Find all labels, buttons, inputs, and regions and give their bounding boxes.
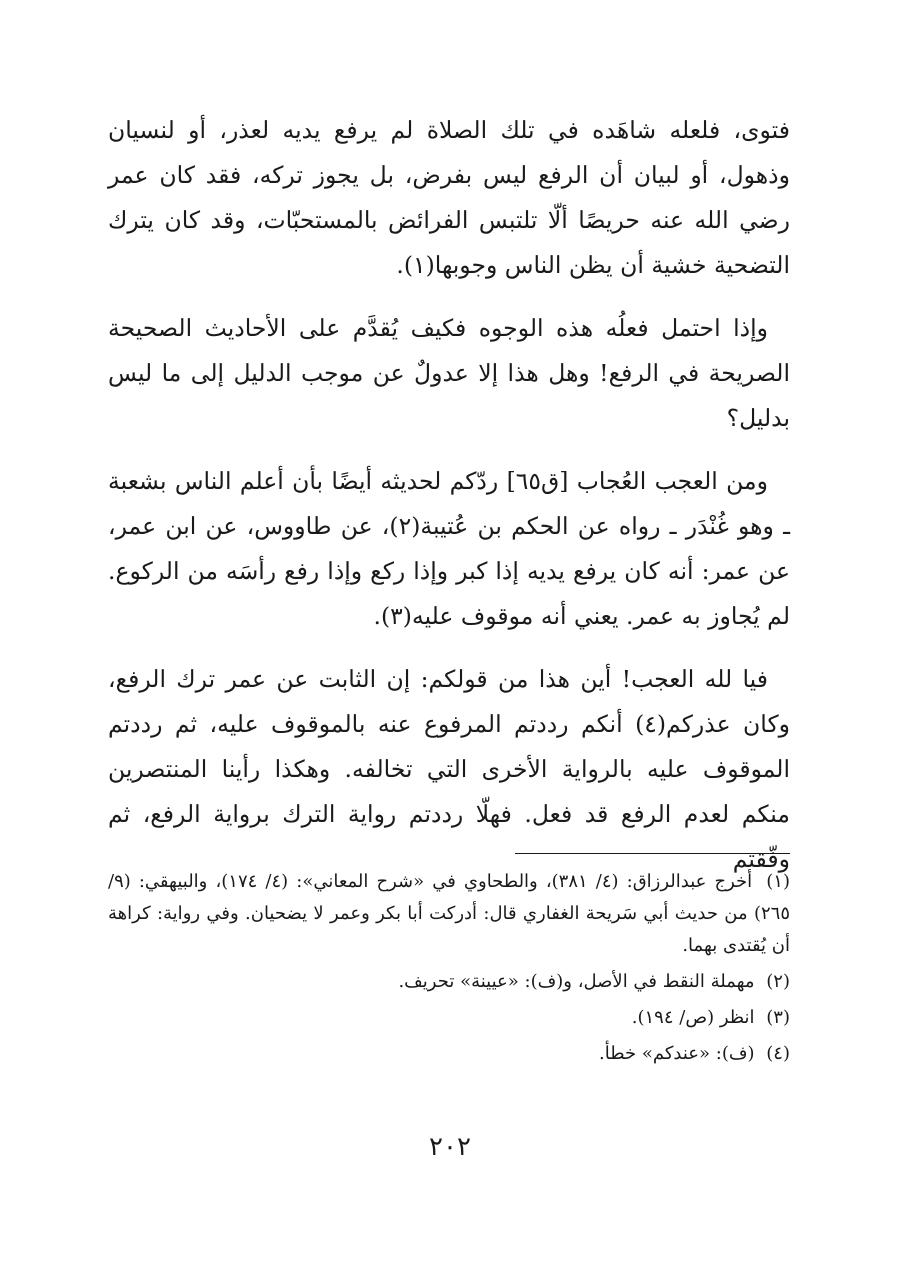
footnote-text: (ف): «عندكم» خطأ. [599, 1043, 755, 1064]
paragraph-3: ومن العجب العُجاب [ق٦٥] ردّكم لحديثه أيضًا بأن أعلم الناس بشعبة ـ وهو غُنْدَر ـ رواه عن الحكم بن عُتيبة(٢)، عن طاووس، عن ابن عمر، عن عمر: أنه كان يرفع يديه إذا كبر وإذا ركع وإذا رفع رأسَه من الركوع. لم يُجاوز به عمر. يعني أنه موقوف عليه(٣). [108, 467, 790, 630]
footnote-separator [515, 853, 790, 854]
footnote-2 [108, 966, 790, 998]
footnote-number: (٣) [766, 1007, 790, 1028]
footnote-text: انظر (ص/ ١٩٤). [631, 1007, 755, 1028]
main-text [108, 108, 790, 900]
footnote-4 [108, 1038, 790, 1070]
footnotes [108, 866, 790, 1074]
footnote-number: (٢) [766, 971, 790, 992]
footnote-text: مهملة النقط في الأصل، و(ف): «عيينة» تحريف. [398, 971, 755, 992]
footnote-3 [108, 1002, 790, 1034]
footnote-1 [108, 866, 790, 962]
footnote-number: (٤) [766, 1043, 790, 1064]
paragraph-2: وإذا احتمل فعلُه هذه الوجوه فكيف يُقدَّم على الأحاديث الصحيحة الصريحة في الرفع! وهل هذا إلا عدولٌ عن موجب الدليل إلى ما ليس بدليل؟ [108, 314, 790, 432]
footnote-text: أخرج عبدالرزاق: (٤/ ٣٨١)، والطحاوي في «شرح المعاني»: (٤/ ١٧٤)، والبيهقي: (٩/ ٢٦٥) من حديث أبي سَريحة الغفاري قال: أدركت أبا بكر وعمر لا يضحيان. وفي رواية: كراهة أن يُقتدى بهما. [108, 871, 790, 956]
page-number: ٢٠٢ [429, 1132, 471, 1162]
paragraph-1: فتوى، فلعله شاهَده في تلك الصلاة لم يرفع يديه لعذر، أو لنسيان وذهول، أو لبيان أن الرفع ليس بفرض، بل يجوز تركه، فقد كان عمر رضي الله عنه حريصًا ألّا تلتبس الفرائض بالمستحبّات، وقد كان يترك التضحية خشية أن يظن الناس وجوبها(١). [108, 116, 790, 279]
footnote-number: (١) [766, 871, 790, 892]
paragraph-4: فيا لله العجب! أين هذا من قولكم: إن الثابت عن عمر ترك الرفع، وكان عذركم(٤) أنكم رددتم المرفوع عنه بالموقوف عليه، ثم رددتم الموقوف عليه بالرواية الأخرى التي تخالفه. وهكذا رأينا المنتصرين منكم لعدم الرفع قد فعل. فهلّا رددتم رواية الترك برواية الرفع، ثم وفّقتم [108, 665, 790, 873]
